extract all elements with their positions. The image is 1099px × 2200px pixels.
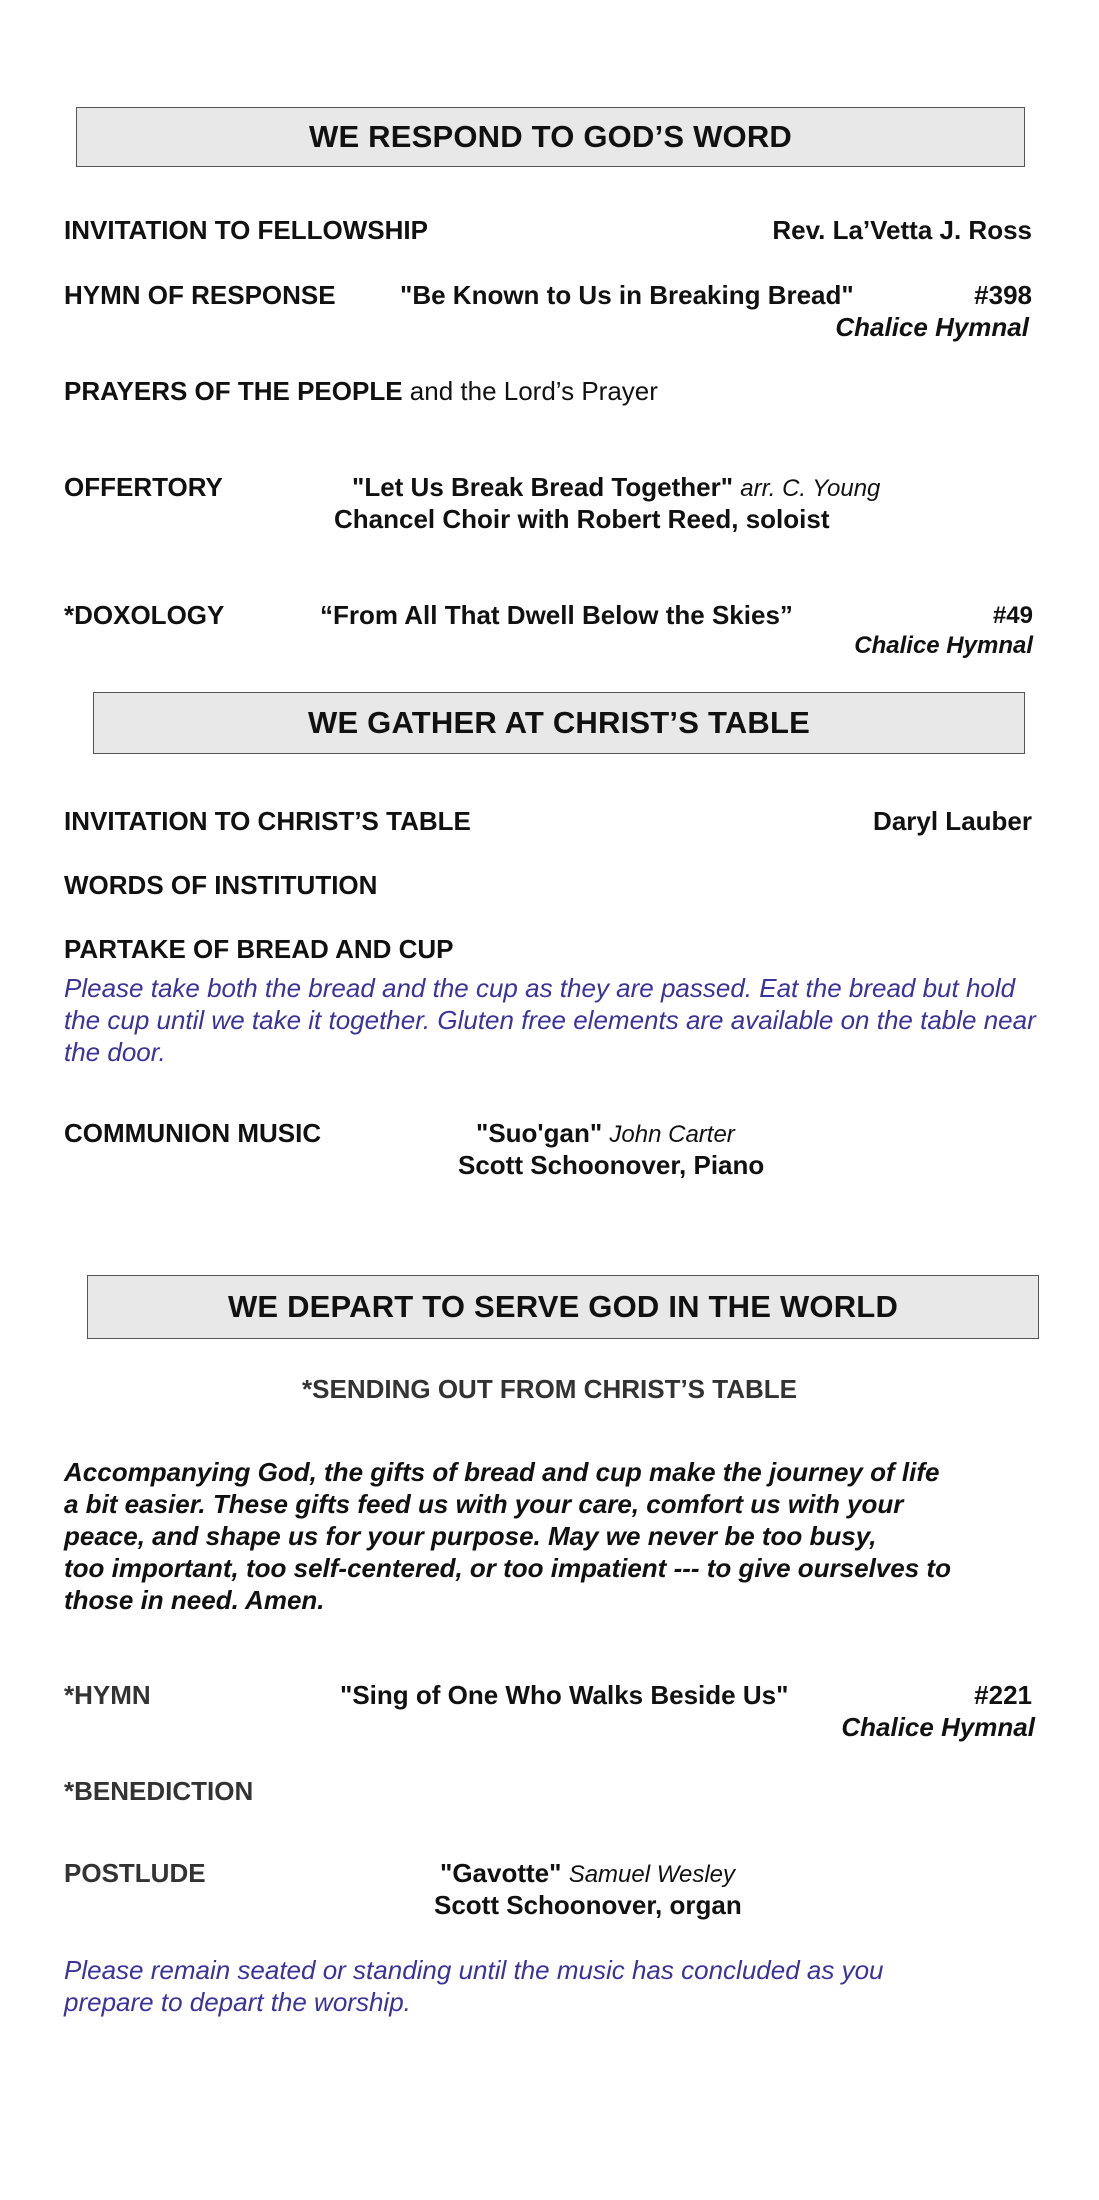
prayer-line: too important, too self-centered, or too impatient --- to give ourselves to: [64, 1553, 951, 1583]
hymn-response-title: "Be Known to Us in Breaking Bread": [400, 280, 854, 310]
communion-music-composer: John Carter: [609, 1121, 735, 1148]
prayers-rest: and the Lord’s Prayer: [402, 376, 658, 406]
section-heading-gather: WE GATHER AT CHRIST’S TABLE: [93, 692, 1025, 754]
postlude-label: POSTLUDE: [64, 1858, 206, 1888]
sending-out-prayer: [64, 1456, 1064, 1616]
sending-out-label: *SENDING OUT FROM CHRIST’S TABLE: [302, 1374, 797, 1404]
offertory-performer: Chancel Choir with Robert Reed, soloist: [334, 504, 830, 534]
hymn-number: #221: [974, 1680, 1032, 1710]
hymn-hymnal: Chalice Hymnal: [841, 1712, 1035, 1742]
prayer-line: Accompanying God, the gifts of bread and cup make the journey of life: [64, 1457, 940, 1487]
closing-note-line: Please remain seated or standing until the music has concluded as you: [64, 1955, 884, 1985]
hymn-response-number: #398: [974, 280, 1032, 310]
postlude-title-line: [440, 1858, 735, 1889]
communion-music-performer: Scott Schoonover, Piano: [458, 1150, 765, 1180]
postlude-composer: Samuel Wesley: [568, 1861, 735, 1888]
benediction-label: *BENEDICTION: [64, 1776, 254, 1806]
words-institution-label: WORDS OF INSTITUTION: [64, 870, 378, 900]
partake-note: Please take both the bread and the cup as they are passed. Eat the bread but hold the cup until we take it together. Gluten free elements are available on the table near the door.: [64, 973, 1036, 1067]
invitation-table-label: INVITATION TO CHRIST’S TABLE: [64, 806, 471, 836]
communion-music-title-line: [476, 1118, 735, 1149]
postlude-performer: Scott Schoonover, organ: [434, 1890, 742, 1920]
doxology-number: #49: [992, 602, 1033, 629]
section-heading-respond: WE RESPOND TO GOD’S WORD: [76, 107, 1025, 167]
postlude-title: "Gavotte": [440, 1858, 562, 1888]
closing-note: [64, 1954, 1064, 2018]
section-heading-depart: WE DEPART TO SERVE GOD IN THE WORLD: [87, 1275, 1039, 1339]
hymn-label: *HYMN: [64, 1680, 151, 1710]
communion-music-label: COMMUNION MUSIC: [64, 1118, 322, 1148]
prayer-line: a bit easier. These gifts feed us with your care, comfort us with your: [64, 1489, 904, 1519]
invitation-fellowship-label: INVITATION TO FELLOWSHIP: [64, 215, 428, 245]
prayer-line: peace, and shape us for your purpose. May we never be too busy,: [64, 1521, 877, 1551]
offertory-label: OFFERTORY: [64, 472, 223, 502]
invitation-table-leader: Daryl Lauber: [873, 806, 1032, 836]
prayers-line: [64, 376, 658, 407]
offertory-title: "Let Us Break Bread Together": [352, 472, 734, 502]
doxology-hymnal: Chalice Hymnal: [854, 632, 1033, 659]
communion-music-title: "Suo'gan": [476, 1118, 603, 1148]
offertory-title-line: [352, 472, 880, 503]
hymn-title: "Sing of One Who Walks Beside Us": [340, 1680, 789, 1710]
prayer-line: those in need. Amen.: [64, 1585, 325, 1615]
doxology-label: *DOXOLOGY: [64, 600, 225, 630]
closing-note-line: prepare to depart the worship.: [64, 1987, 411, 2017]
partake-label: PARTAKE OF BREAD AND CUP: [64, 934, 454, 964]
offertory-arranger: arr. C. Young: [740, 475, 881, 502]
doxology-title: “From All That Dwell Below the Skies”: [320, 600, 793, 630]
hymn-response-hymnal: Chalice Hymnal: [835, 312, 1029, 342]
hymn-response-label: HYMN OF RESPONSE: [64, 280, 336, 310]
prayers-label: PRAYERS OF THE PEOPLE: [64, 376, 403, 406]
invitation-fellowship-leader: Rev. La’Vetta J. Ross: [772, 215, 1032, 245]
